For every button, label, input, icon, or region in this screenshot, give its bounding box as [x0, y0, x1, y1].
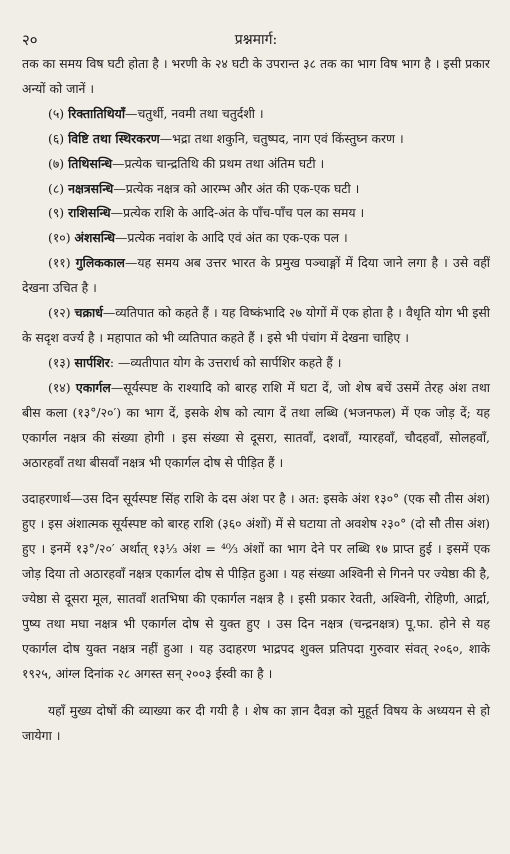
item-number: (६) [48, 130, 69, 146]
running-title: प्रश्नमार्ग: [234, 32, 278, 48]
paragraph-text: यहाँ मुख्य दोषों की व्याख्या कर दी गयी है । शेष का ज्ञान दैवज्ञ को मुहूर्त विषय के अध्ययन से हो जायेगा । [22, 702, 490, 743]
item-number: (७) [48, 155, 69, 171]
item-text: —भद्रा तथा शकुनि, चतुष्पद, नाग एवं किंस्तुघ्न करण । [159, 130, 404, 146]
paragraph-example [22, 487, 490, 686]
item-number: (११) [48, 255, 76, 271]
item-text: —प्रत्येक राशि के आदि-अंत के पाँच-पाँच पल का समय । [110, 205, 365, 221]
item-10 [22, 226, 490, 251]
item-term: नक्षत्रसन्धि [68, 180, 114, 196]
item-13 [22, 351, 490, 376]
item-text: —प्रत्येक चान्द्रतिथि की प्रथम तथा अंतिम घटी । [112, 155, 325, 171]
item-term: गुलिककाल [75, 255, 125, 271]
item-term: रिक्तातिथियाँ [68, 105, 126, 121]
item-text: —सूर्यस्पष्ट के राश्यादि को बारह राशि में घटा दें, जो शेष बचें उसमें तेरह अंश तथा बीस कला (१३°/२०′) का भाग दें, इसके शेष को त्याग दें तथा लब्धि (भजनफल) में एक जोड़ दें; यह एकार्गल नक्षत्र की संख्या होगी । इस संख्या से दूसरा, सातवाँ, दशवाँ, ग्यारहवाँ, चौदहवाँ, सोलहवाँ, अठारहवाँ तथा बीसवाँ नक्षत्र भी एकार्गल दोष से पीड़ित हैं । [22, 379, 490, 470]
item-number: (८) [48, 180, 69, 196]
item-term: सार्पशिर [74, 354, 110, 370]
paragraph-intro [22, 52, 490, 102]
item-text: —प्रत्येक नक्षत्र को आरम्भ और अंत की एक-एक घटी । [113, 180, 360, 196]
item-text: —यह समय अब उत्तर भारत के प्रमुख पञ्चाङ्गों में दिया जाने लगा है । उसे वहीं देखना उचित है । [22, 255, 490, 296]
item-7 [22, 152, 490, 177]
item-text: —व्यतिपात को कहते हैं । यह विष्कंभादि २७ योगों में एक होता है । वैधृति योग भी इसी के सदृश वर्ज्य है । महापात को भी व्यतिपात कहते हैं । इसे भी पंचांग में देखना चाहिए । [22, 305, 490, 345]
item-text: —चतुर्थी, नवमी तथा चतुर्दशी । [125, 105, 264, 121]
item-5 [22, 102, 490, 127]
item-term: अंशसन्धि [74, 230, 116, 246]
paragraph-text: तक का समय विष घटी होता है । भरणी के २४ घटी के उपरान्त ३८ तक का भाग विष भाग है । इसी प्रकार अन्यों को जानें । [22, 56, 490, 96]
page-number: २० [22, 31, 38, 49]
item-term: तिथिसन्धि [68, 155, 113, 171]
item-14 [22, 376, 490, 476]
item-number: (१४) [48, 379, 76, 395]
item-number: (१२) [48, 305, 75, 321]
item-text: —प्रत्येक नवांश के आदि एवं अंत का एक-एक पल । [115, 230, 348, 246]
page-header [22, 0, 490, 52]
item-term: चक्रार्ध [74, 305, 103, 321]
paragraph-conclusion [22, 699, 490, 749]
item-term: एकार्गल [75, 379, 111, 395]
paragraph-text: उदाहरणार्थ—उस दिन सूर्यस्पष्ट सिंह राशि के दस अंश पर है । अत: इसके अंश १३०° (एक सौ तीस अंश) हुए । इस अंशात्मक सूर्यस्पष्ट को बारह राशि (३६० अंशों) में से घटाया तो अवशेष २३०° (दो सौ तीस अंश) हुए । इनमें १३°/२०′ अर्थात् १३⅓ अंश = ⁴⁰⁄₃ अंशों का भाग देने पर लब्धि १७ प्राप्त हुई । इसमें एक जोड़ दिया तो अठारहवाँ नक्षत्र एकार्गल दोष से पीड़ित हुआ । यह संख्या अश्विनी से गिनने पर ज्येष्ठा की है, ज्येष्ठा से दूसरा मूल, सातवाँ शतभिषा की एकार्गल नक्षत्र है । इसी प्रकार रेवती, अश्विनी, रोहिणी, आर्द्रा, पुष्य तथा मघा नक्षत्र भी एकार्गल दोष से युक्त हुए । उस दिन नक्षत्र (चन्द्रनक्षत्र) पू.फा. होने से यह एकार्गल दोष युक्त नक्षत्र नहीं हुआ । यह उदाहरण भाद्रपद शुक्ल प्रतिपदा गुरुवार संवत् २०६०, शाके १९२५, आंग्ल दिनांक २८ अगस्त सन् २००३ ईस्वी का है । [22, 491, 490, 681]
item-number: (९) [48, 205, 69, 221]
item-text: : —व्यतीपात योग के उत्तरार्ध को सार्पशिर कहते हैं । [109, 354, 342, 370]
item-term: राशिसन्धि [68, 205, 111, 221]
item-number: (१०) [48, 230, 75, 246]
item-6 [22, 127, 490, 152]
item-12 [22, 301, 490, 351]
item-9 [22, 201, 490, 226]
item-number: (१३) [48, 354, 75, 370]
item-11 [22, 251, 490, 301]
item-number: (५) [48, 105, 69, 121]
item-8 [22, 177, 490, 202]
item-term: विष्टि तथा स्थिरकरण [68, 130, 160, 146]
